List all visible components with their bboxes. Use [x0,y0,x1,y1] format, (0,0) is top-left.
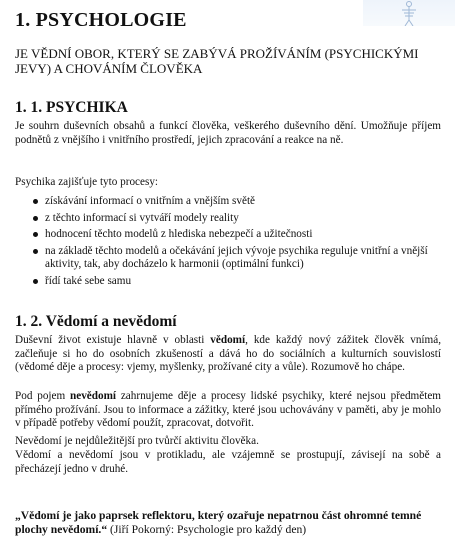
list-item-text: z těchto informací si vytváří modely reality [45,211,239,224]
closing-quote [15,509,443,537]
term-vedomi: vědomí [210,334,246,346]
bullet-icon [33,216,38,221]
bullet-icon [33,279,38,284]
processes-list [15,195,445,292]
bullet-icon [33,199,38,204]
list-item [15,195,445,209]
header-emblem [363,0,455,26]
text-run: zahrnujeme děje a procesy lidské psychiky, které nejsou předmětem přímého prožívání. Jsou to informace a zážitky, které jsou uchovávány v paměti, aby je mohlo v případě potřeby vědomí použít, zpracovat, dotvořit. [15,390,442,430]
text-run: Duševní život existuje hlavně v oblasti [15,334,211,346]
vedomi-paragraph [15,334,441,375]
relation-paragraph: Vědomí a nevědomí jsou v protikladu, ale vzájemně se prostupují, závisejí na sobě a přecházejí jedno v druhé. [15,449,441,475]
section-heading-psychika: 1. 1. PSYCHIKA [15,99,128,116]
term-nevedomi: nevědomí [70,390,117,402]
text-run: Pod pojem [15,390,71,402]
list-item [15,245,445,272]
page-title: 1. PSYCHOLOGIE [15,9,187,31]
processes-intro: Psychika zajišťuje tyto procesy: [15,176,159,188]
figure-icon [395,0,423,26]
bullet-icon [33,232,38,237]
list-item [15,275,445,289]
list-item-text: na základě těchto modelů a očekávání jejich vývoje psychika reguluje vnitřní a vnější aktivity, tak, aby docházelo k harmonii (optimální funkci) [45,244,428,271]
list-item [15,212,445,226]
list-item [15,228,445,242]
list-item-text: hodnocení těchto modelů z hlediska nebezpečí a užitečnosti [45,228,313,241]
bullet-icon [33,249,38,254]
quote-source: (Jiří Pokorný: Psychologie pro každý den) [110,523,307,536]
quote-text: „Vědomí je jako paprsek reflektoru, který ozařuje nepatrnou část ohromné temné plochy nevědomí.“ [15,509,422,536]
psychika-definition: Je souhrn duševních obsahů a funkcí člověka, veškerého duševního dění. Umožňuje příjem podnětů z vnějšího i vnitřního prostředí, jejich zpracování a reakce na ně. [15,120,441,146]
text-run: , kde každý nový zážitek člověk vnímá, začleňuje si ho do osobních zkušeností a dává ho do sociálních a kulturních souvislostí (vědomé děje a procesy: vjemy, myšlenky, prožívané city a vůle). Rozumově ho chápe. [15,334,441,374]
page-subtitle: JE VĚDNÍ OBOR, KTERÝ SE ZABÝVÁ PROŽÍVÁNÍM (PSYCHICKÝMI JEVY) A CHOVÁNÍM ČLOVĚKA [15,46,419,76]
list-item-text: získávání informací o vnitřním a vnějším světě [45,195,256,207]
list-item-text: řídí také sebe samu [45,274,132,287]
section-heading-vedomi: 1. 2. Vědomí a nevědomí [15,313,177,330]
nevedomi-paragraph [15,390,441,431]
creativity-note: Nevědomí je nejdůležitější pro tvůrčí aktivitu člověka. [15,435,259,447]
